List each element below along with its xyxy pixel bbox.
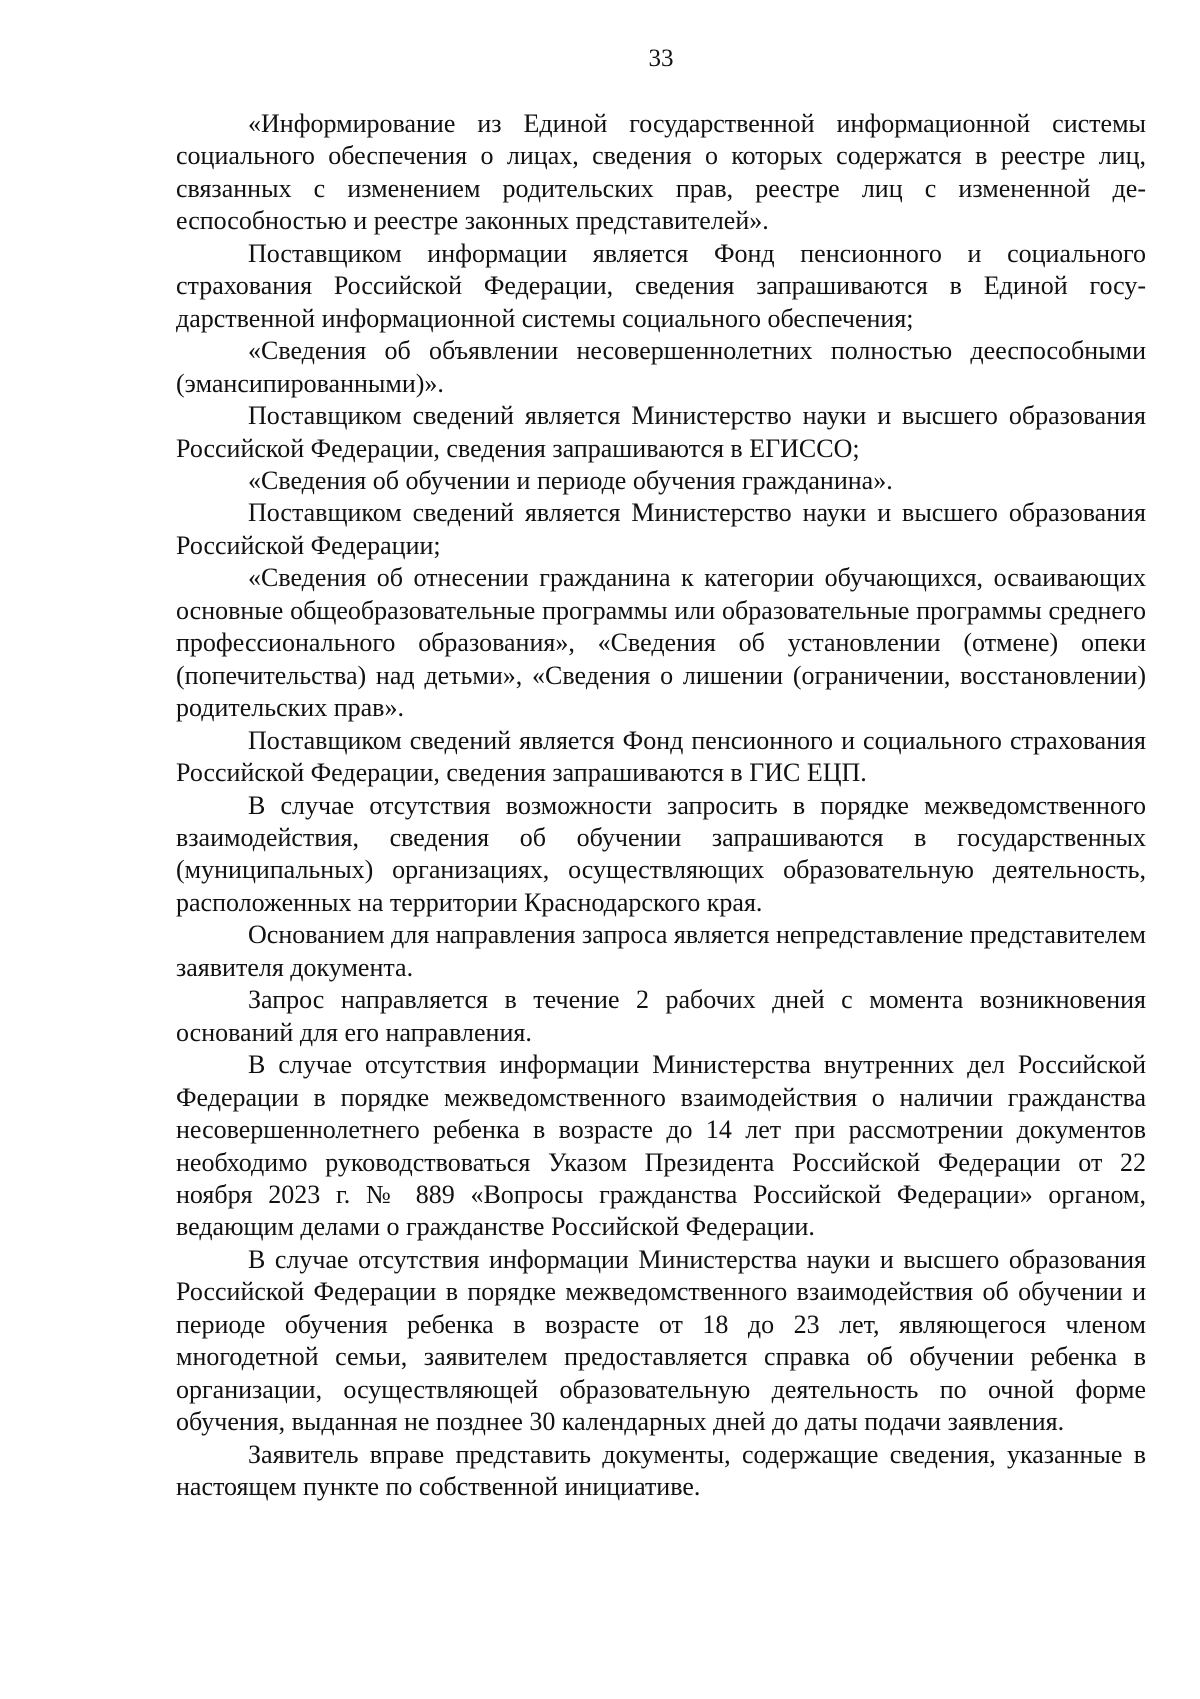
paragraph: «Сведения об обучении и периоде обучения гражданина». — [248, 465, 893, 495]
paragraph: Поставщиком сведений является Министерство науки и высшего образования Российской Федерации; — [176, 498, 1146, 560]
paragraph: Заявитель вправе представить документы, содержащие сведения, указанные в настоящем пункте по собственной инициативе. — [176, 1439, 1146, 1502]
paragraph: В случае отсутствия информации Министерства внутренних дел Российской Федерации в порядке межведомственного взаимодействия о наличии гражданства несовершеннолетнего ребенка в возрасте до 14 лет при рассмотрении документов необходимо руководствоваться Указом Президента Российской Федерации от 22 ноября 2023 г. № 889 «Вопросы гражданства Российской Федерации» органом, ведающим делами о гражданстве Российской Федерации. — [176, 1050, 1146, 1242]
paragraph: Поставщиком сведений является Министерство науки и высшего образования Российской Федерации, сведения запрашиваются в ЕГИССО; — [176, 401, 1146, 463]
paragraph: Поставщиком информации является Фонд пенсионного и социального страхования Российской Федерации, сведения запрашиваются в Единой государственной информационной системы социального обеспечения; — [176, 238, 1146, 333]
paragraph: Поставщиком сведений является Фонд пенсионного и социального страхования Российской Федерации, сведения запрашиваются в ГИС ЕЦП. — [176, 725, 1146, 788]
paragraph: Основанием для направления запроса является непредставление представителем заявителя документа. — [176, 920, 1146, 982]
paragraph: Запрос направляется в течение 2 рабочих дней с момента возникновения оснований для его направления. — [176, 985, 1146, 1047]
document-body — [176, 108, 1146, 1503]
paragraph: «Сведения об объявлении несовершеннолетних полностью дееспособными (эмансипированными)». — [176, 336, 1146, 398]
page-number: 33 — [648, 45, 674, 72]
paragraph: «Сведения об отнесении гражданина к категории обучающихся, осваивающих основные общеобразовательные программы или образовательные программы среднего профессионального образования», «Сведения об установлении (отмене) опеки (попечительства) над детьми», «Сведения о лишении (ограничении, восстановлении) родительских прав». — [176, 563, 1146, 723]
paragraph: В случае отсутствия информации Министерства науки и высшего образования Российской Федерации в порядке межведомственного взаимодействия об обучении и периоде обучения ребенка в возрасте от 18 до 23 лет, являющегося членом многодетной семьи, заявителем предоставляется справка об обучении ребенка в организации, осуществляющей образовательную деятельность по очной форме обучения, выданная не позднее 30 календарных дней до даты подачи заявления. — [176, 1244, 1146, 1437]
paragraph: «Информирование из Единой государственной информационной системы социального обеспечения о лицах, сведения о которых содержатся в реестре лиц, связанных с изменением родительских прав, реестре лиц с измененной дееспособностью и реестре законных представителей». — [176, 109, 1146, 236]
paragraph: В случае отсутствия возможности запросить в порядке межведомственного взаимодействия, сведения об обучении запрашиваются в государственных (муниципальных) организациях, осуществляющих образовательную деятельность, расположенных на территории Краснодарского края. — [176, 790, 1146, 917]
